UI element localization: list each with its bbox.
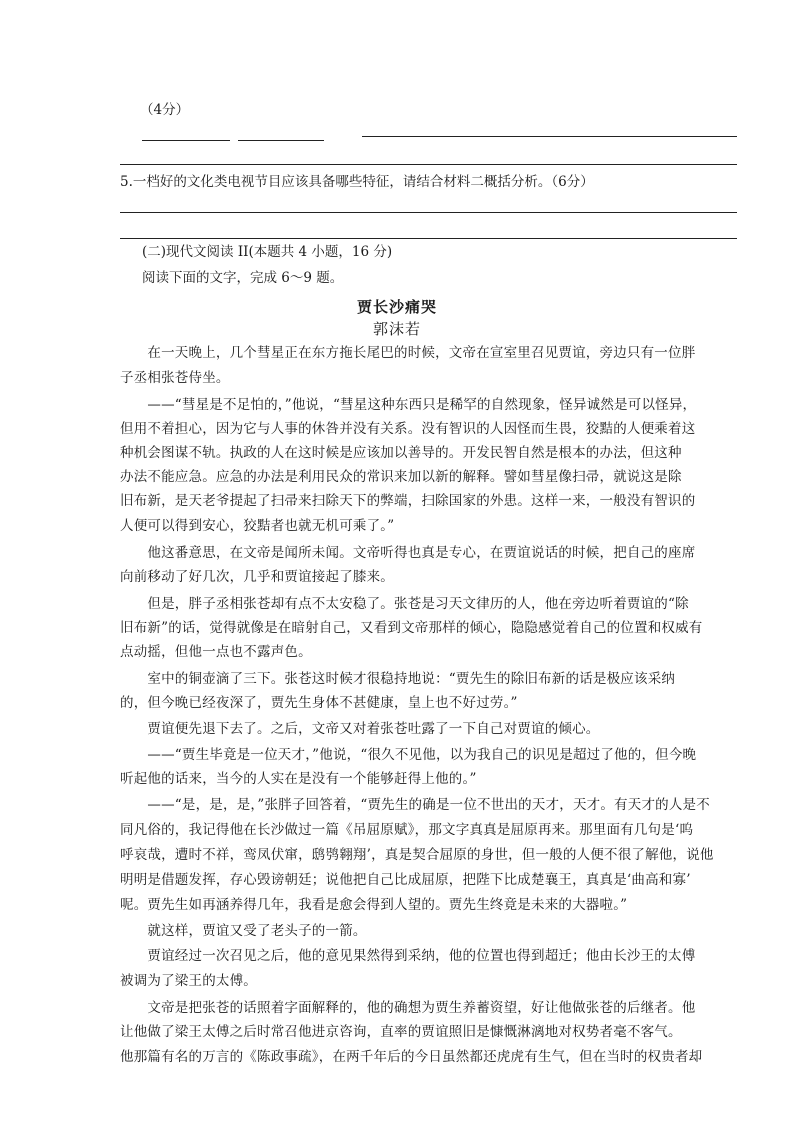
instruction: 阅读下面的文字，完成 6～9 题。	[142, 270, 344, 286]
body-line: ——“彗星是不足怕的，”他说，“彗星这种东西只是稀罕的自然现象，怪异诚然是可以怪异，	[120, 397, 697, 413]
answer-line	[142, 140, 230, 141]
body-line: ——“贾生毕竟是一位天才，”他说，“很久不见他，以为我自己的识见是超过了他的，但今晚	[120, 747, 697, 763]
body-line: 旧布新”的话，觉得就像是在暗射自己，又看到文帝那样的倾心，隐隐感觉着自己的位置和权威有	[120, 620, 703, 636]
body-line: 就这样，贾谊又受了老头子的一箭。	[120, 923, 367, 939]
answer-line	[120, 164, 737, 165]
body-line: 室中的铜壶滴了三下。张苍这时候才很稳持地说：“贾先生的除旧布新的话是极应该采纳	[120, 671, 676, 687]
body-line: 他那篇有名的万言的《陈政事疏》，在两千年后的今日虽然都还虎虎有生气，但在当时的权贵者却	[120, 1049, 703, 1065]
body-line: 他这番意思，在文帝是闻所未闻。文帝听得也真是专心，在贾谊说话的时候，把自己的座席	[120, 545, 696, 561]
body-line: 呢。贾先生如再涵养得几年，我看是愈会得到人望的。贾先生终竟是未来的大器啦。”	[120, 897, 628, 913]
answer-line	[120, 212, 737, 213]
answer-line	[120, 238, 737, 239]
article-author: 郭沫若	[372, 320, 421, 338]
body-line: 的，但今晚已经夜深了，贾先生身体不甚健康，皇上也不好过劳。”	[120, 695, 518, 711]
body-line: 让他做了梁王太傅之后时常召他进京咨询，直率的贾谊照旧是慷慨淋漓地对权势者毫不客气。	[120, 1024, 682, 1040]
body-line: 贾谊经过一次召见之后，他的意见果然得到采纳，他的位置也得到超迁；他由长沙王的太傅	[120, 948, 696, 964]
body-line: 点动摇，但他一点也不露声色。	[120, 644, 312, 660]
body-line: 同凡俗的，我记得他在长沙做过一篇《吊屈原赋》，那文字真真是屈原再来。那里面有几句是‘呜	[120, 822, 694, 838]
body-line: 但用不着担心，因为它与人事的休咎并没有关系。没有智识的人因怪而生畏，狡黠的人便乘着这	[120, 421, 696, 437]
q4-score: （4分）	[140, 102, 190, 118]
body-line: 人便可以得到安心，狡黠者也就无机可乘了。”	[120, 518, 395, 534]
body-line: 办法不能应急。应急的办法是利用民众的常识来加以新的解释。譬如彗星像扫帚，就说这是除	[120, 469, 682, 485]
answer-line	[362, 136, 737, 137]
body-line: 文帝是把张苍的话照着字面解释的，他的确想为贾生养蓄资望，好让他做张苍的后继者。他	[120, 1000, 696, 1016]
body-line: 明明是借题发挥，存心毁谤朝廷；说他把自己比成屈原，把陛下比成楚襄王，真真是‘曲高和寡’	[120, 872, 691, 888]
body-line: 贾谊便先退下去了。之后，文帝又对着张苍吐露了一下自己对贾谊的倾心。	[120, 721, 600, 737]
body-line: 子丞相张苍侍坐。	[120, 370, 230, 386]
body-line: 听起他的话来，当今的人实在是没有一个能够赶得上他的。”	[120, 771, 477, 787]
body-line: ——“是，是，是，”张胖子回答着，“贾先生的确是一位不世出的天才，天才。有天才的人是不	[120, 797, 710, 813]
body-line: 向前移动了好几次，几乎和贾谊接起了膝来。	[120, 569, 394, 585]
question-5: 5.一档好的文化类电视节目应该具备哪些特征，请结合材料二概括分析。（6分）	[120, 174, 594, 190]
body-line: 在一天晚上，几个彗星正在东方拖长尾巴的时候，文帝在宣室里召见贾谊，旁边只有一位胖	[120, 345, 696, 361]
answer-line	[238, 140, 324, 141]
section-header: (二)现代文阅读 II(本题共 4 小题，16 分)	[142, 244, 393, 260]
article-title: 贾长沙痛哭	[356, 298, 437, 316]
body-line: 被调为了梁王的太傅。	[120, 973, 257, 989]
body-line: 种机会图谋不轨。执政的人在这时候是应该加以善导的。开发民智自然是根本的办法，但这种	[120, 445, 682, 461]
body-line: 但是，胖子丞相张苍却有点不太安稳了。张苍是习天文律历的人，他在旁边听着贾谊的“除	[120, 596, 689, 612]
body-line: 呼哀哉，遭时不祥，鸾凤伏窜，鸱鸮翱翔’，真是契合屈原的身世，但一般的人便不很了解他，说他	[120, 847, 714, 863]
body-line: 旧布新，是天老爷提起了扫帚来扫除天下的弊端，扫除国家的外患。这样一来，一般没有智识的	[120, 493, 696, 509]
